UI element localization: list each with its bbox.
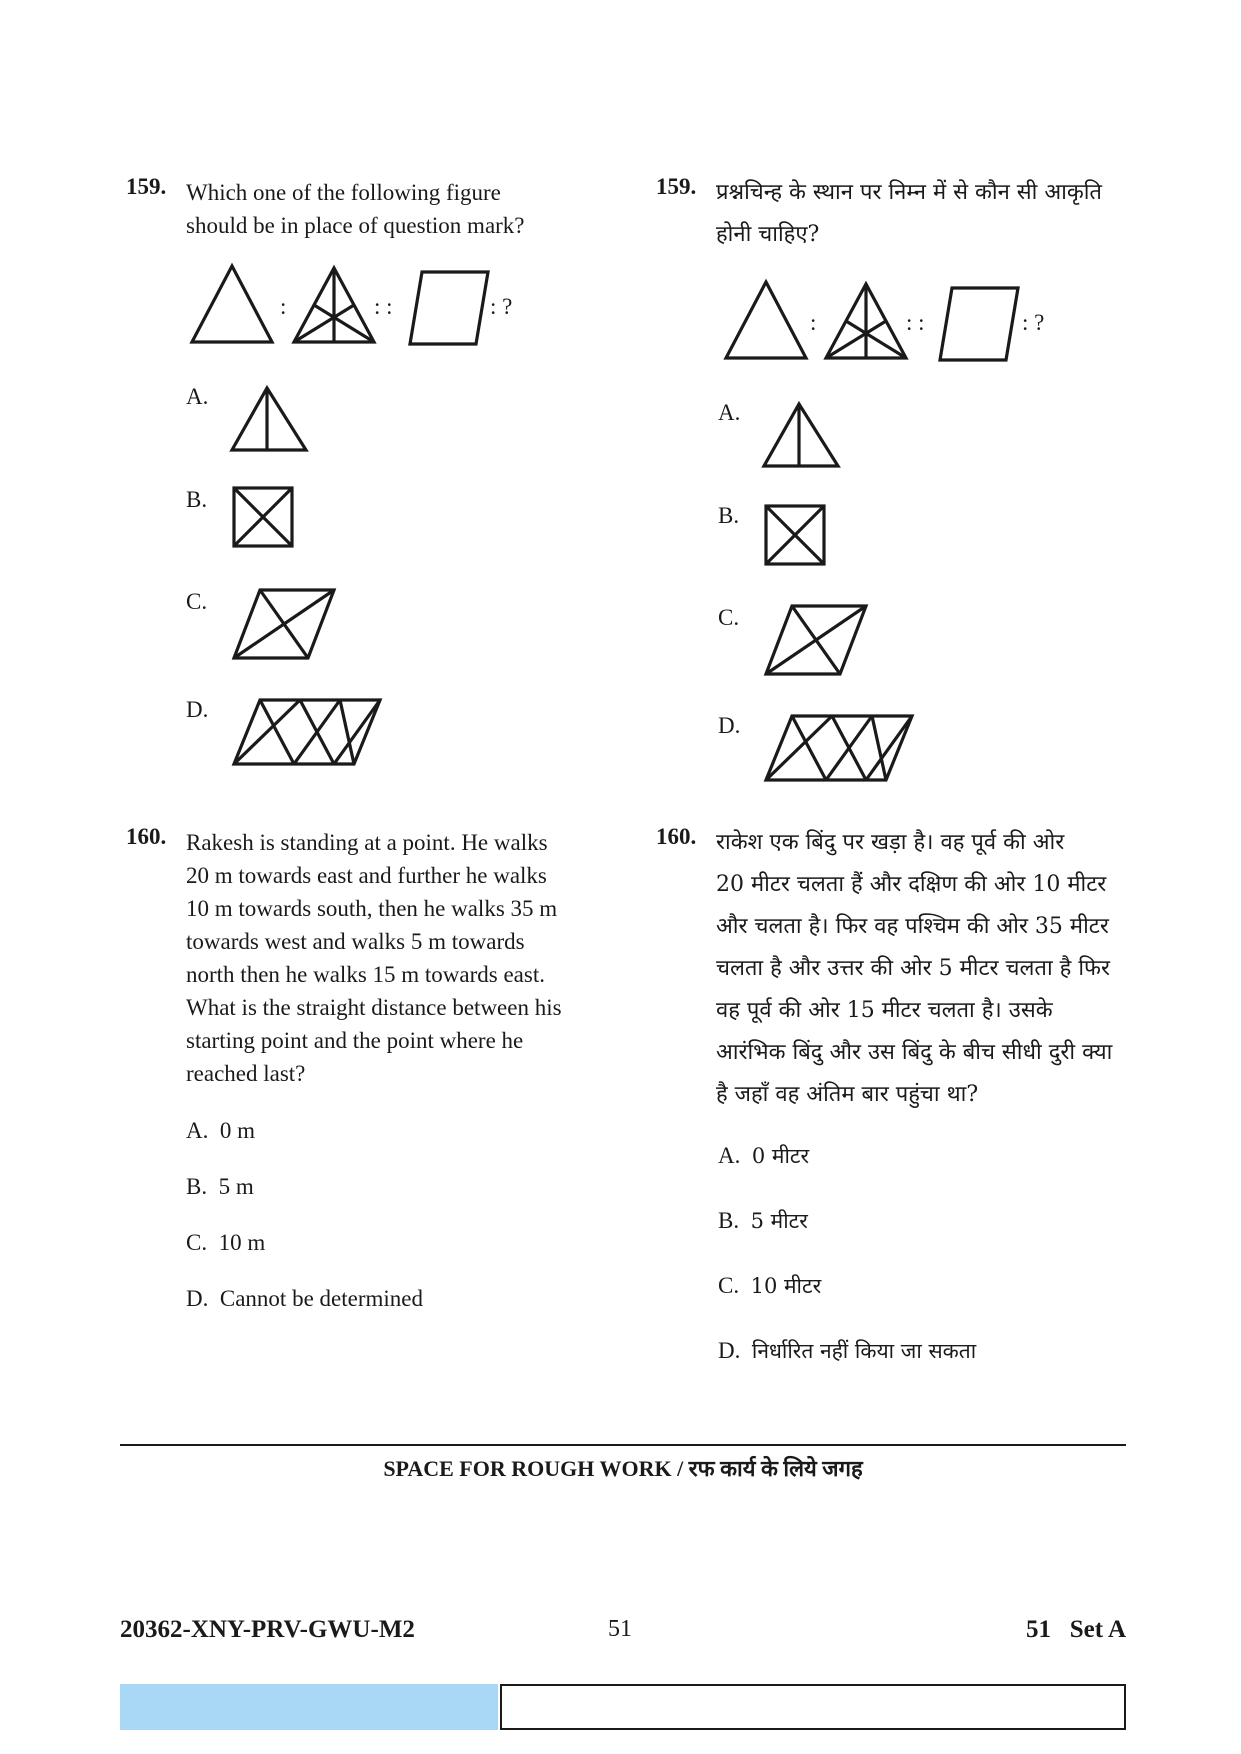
option-text: Cannot be determined <box>219 1286 423 1311</box>
q160-en-line-1: Rakesh is standing at a point. He walks <box>186 830 548 855</box>
option-text: 5 मीटर <box>750 1209 808 1233</box>
hi-analogy-parallelogram-icon <box>938 284 1022 364</box>
q159-en-sep1: : <box>280 294 287 319</box>
q160-en-line-3: 10 m towards south, then he walks 35 m <box>186 896 558 921</box>
q160-en-number: 160. <box>126 824 167 849</box>
q159-en-number: 159. <box>126 174 167 199</box>
q159-hi-option-a-letter: A. <box>718 400 741 425</box>
q160-hi-line-7: है जहाँ वह अंतिम बार पहुंचा था? <box>716 1082 979 1107</box>
q159-hi-option-c-letter: C. <box>718 605 740 630</box>
q159-hi-option-b-letter: B. <box>718 503 740 528</box>
hi-option-c-parallelogram-diagonals-icon[interactable] <box>764 604 870 678</box>
q159-en-line-1: Which one of the following figure <box>186 180 501 205</box>
q159-hi-line-2: होनी चाहिए? <box>716 222 820 247</box>
q160-hi-line-2: 20 मीटर चलता हैं और दक्षिण की ओर 10 मीटर <box>716 872 1107 897</box>
q160-hi-line-1: राकेश एक बिंदु पर खड़ा है। वह पूर्व की ओर <box>716 830 1065 855</box>
q159-en-option-b-letter: B. <box>186 487 208 512</box>
q160-hi-line-4: चलता है और उत्तर की ओर 5 मीटर चलता है फिर <box>716 956 1110 981</box>
q160-en-option-c[interactable] <box>186 1230 265 1256</box>
q160-en-line-8: reached last? <box>186 1061 306 1086</box>
q159-hi-line-1: प्रश्नचिन्ह के स्थान पर निम्न में से कौन सी आकृति <box>716 180 1102 205</box>
page-number: 51 <box>608 1616 632 1642</box>
q160-en-line-2: 20 m towards east and further he walks <box>186 863 547 888</box>
option-letter: C. <box>186 1230 208 1255</box>
q159-en-option-a-letter: A. <box>186 384 209 409</box>
option-d-parallelogram-zigzag-icon[interactable] <box>232 698 384 768</box>
hi-option-b-square-cross-icon[interactable] <box>764 504 830 570</box>
footer-empty-box <box>500 1684 1126 1730</box>
option-letter: C. <box>718 1273 740 1298</box>
q160-en-line-5: north then he walks 15 m towards east. <box>186 962 545 987</box>
hi-option-a-triangle-median-icon[interactable] <box>762 400 846 470</box>
option-text: 5 m <box>218 1174 254 1199</box>
footer-blue-bar <box>120 1684 498 1730</box>
option-a-triangle-median-icon[interactable] <box>230 384 314 454</box>
analogy-triangle-divided-icon <box>292 264 382 346</box>
q160-en-option-a[interactable] <box>186 1118 255 1144</box>
q159-en-option-d-letter: D. <box>186 697 209 722</box>
rough-work-divider <box>120 1444 1126 1446</box>
option-letter: D. <box>186 1286 209 1311</box>
q159-hi-number: 159. <box>656 174 697 199</box>
rough-work-label: SPACE FOR ROUGH WORK / रफ कार्य के लिये जगह <box>383 1456 863 1481</box>
analogy-triangle-icon <box>190 262 280 346</box>
q160-hi-number: 160. <box>656 824 697 849</box>
q159-en-line-2: should be in place of question mark? <box>186 213 525 238</box>
q159-hi-option-d-letter: D. <box>718 713 741 738</box>
q159-en-sep3: : ? <box>490 294 513 319</box>
q160-en-line-4: towards west and walks 5 m towards <box>186 929 525 954</box>
q159-en-option-c-letter: C. <box>186 589 208 614</box>
option-text: 10 m <box>218 1230 266 1255</box>
option-text: निर्धारित नहीं किया जा सकता <box>751 1339 977 1363</box>
option-letter: A. <box>718 1143 741 1168</box>
option-c-parallelogram-diagonals-icon[interactable] <box>232 588 338 662</box>
q159-hi-sep2: : : <box>906 310 925 335</box>
option-letter: D. <box>718 1338 741 1363</box>
q159-hi-sep3: : ? <box>1022 310 1045 335</box>
q160-hi-option-b[interactable] <box>718 1207 808 1235</box>
q160-en-line-6: What is the straight distance between his <box>186 995 562 1020</box>
q160-en-option-d[interactable] <box>186 1286 423 1312</box>
option-letter: B. <box>718 1208 740 1233</box>
hi-analogy-triangle-icon <box>724 278 817 362</box>
q160-hi-option-d[interactable] <box>718 1337 976 1365</box>
option-text: 0 m <box>219 1118 256 1143</box>
q159-en-sep2: : : <box>374 294 393 319</box>
q160-hi-option-a[interactable] <box>718 1142 809 1170</box>
analogy-parallelogram-icon <box>408 268 492 348</box>
option-letter: A. <box>186 1118 209 1143</box>
q160-hi-option-c[interactable] <box>718 1272 821 1300</box>
option-letter: B. <box>186 1174 208 1199</box>
hi-analogy-triangle-divided-icon <box>824 280 914 362</box>
q160-en-option-b[interactable] <box>186 1174 254 1200</box>
q160-hi-line-6: आरंभिक बिंदु और उस बिंदु के बीच सीधी दुरी क्या <box>716 1040 1113 1065</box>
option-text: 10 मीटर <box>750 1274 822 1298</box>
option-b-square-cross-icon[interactable] <box>232 486 298 552</box>
option-text: 0 मीटर <box>751 1144 810 1168</box>
q160-en-line-7: starting point and the point where he <box>186 1028 524 1053</box>
paper-code: 20362-XNY-PRV-GWU-M2 <box>120 1616 415 1643</box>
hi-option-d-parallelogram-zigzag-icon[interactable] <box>764 714 916 784</box>
q160-hi-line-5: वह पूर्व की ओर 15 मीटर चलता है। उसके <box>716 998 1053 1023</box>
q160-hi-line-3: और चलता है। फिर वह पश्चिम की ओर 35 मीटर <box>716 914 1109 939</box>
q159-hi-sep1: : <box>810 310 817 335</box>
set-label: 51 Set A <box>1026 1616 1126 1643</box>
